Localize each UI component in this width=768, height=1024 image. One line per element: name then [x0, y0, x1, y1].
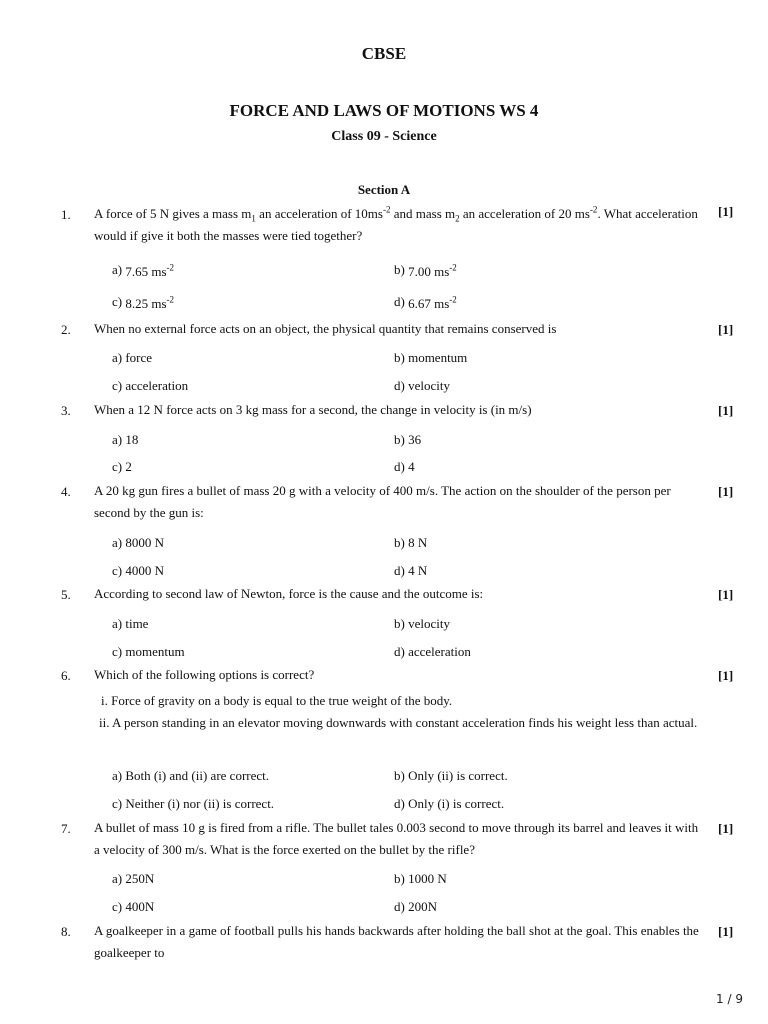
question-4-text: A 20 kg gun fires a bullet of mass 20 g with a velocity of 400 m/s. The action on the shoulder of the person per second by the gun is:: [94, 483, 671, 520]
question-5-option-c[interactable]: c) momentum: [112, 644, 185, 659]
question-2-text: When no external force acts on an object, the physical quantity that remains conserved is: [94, 321, 557, 336]
question-4-option-b[interactable]: b) 8 N: [394, 535, 428, 550]
question-6-marks: [1]: [718, 668, 734, 683]
question-5-option-b[interactable]: b) velocity: [394, 616, 450, 631]
question-5-marks: [1]: [718, 587, 734, 602]
question-2-number: 2.: [61, 322, 71, 337]
question-3-option-a[interactable]: a) 18: [112, 432, 139, 447]
question-7-option-b[interactable]: b) 1000 N: [394, 871, 447, 886]
question-5-number: 5.: [61, 587, 71, 602]
section-heading: Section A: [357, 182, 411, 197]
question-6-statement-2: ii. A person standing in an elevator moving downwards with constant acceleration finds his weight less than actual.: [99, 715, 698, 730]
question-6-option-b[interactable]: b) Only (ii) is correct.: [394, 768, 508, 783]
question-2-option-a[interactable]: a) force: [112, 350, 153, 365]
board-heading: CBSE: [361, 44, 407, 63]
question-5-text: According to second law of Newton, force is the cause and the outcome is:: [94, 586, 484, 601]
question-7-number: 7.: [61, 821, 71, 836]
question-7-text: A bullet of mass 10 g is fired from a rifle. The bullet tales 0.003 second to move through its barrel and leaves it with a velocity of 300 m/s. What is the force exerted on the bullet by the rifle?: [94, 820, 699, 857]
question-1-number: 1.: [61, 207, 71, 222]
question-4-marks: [1]: [718, 484, 734, 499]
question-2-option-c[interactable]: c) acceleration: [112, 378, 189, 393]
question-6-number: 6.: [61, 668, 71, 683]
question-1-option-b[interactable]: b) 7.00 $ms^{-2}$: [394, 262, 457, 279]
question-4-number: 4.: [61, 484, 71, 499]
question-6-statement-1: i. Force of gravity on a body is equal to the true weight of the body.: [101, 693, 453, 708]
question-2-marks: [1]: [718, 322, 734, 337]
question-3-text: When a 12 N force acts on 3 kg mass for a second, the change in velocity is (in m/s): [94, 402, 532, 417]
question-6-option-d[interactable]: d) Only (i) is correct.: [394, 796, 505, 811]
question-1-marks: [1]: [718, 204, 734, 219]
question-1-option-c[interactable]: c) 8.25 $ms^{-2}$: [112, 294, 175, 311]
question-1-text: A force of 5 N gives a mass $m_1$ an acceleration of $10ms^{-2}$ and mass $m_2$ an acceleration of 20 $ms^{-2}$. What acceleration would if give it both the masses were tied together?: [94, 204, 698, 243]
question-6-option-c[interactable]: c) Neither (i) nor (ii) is correct.: [112, 796, 275, 811]
question-6-text: Which of the following options is correct?: [94, 667, 315, 682]
question-3-number: 3.: [61, 403, 71, 418]
class-subtitle: Class 09 - Science: [331, 129, 437, 144]
question-8-number: 8.: [61, 924, 71, 939]
question-2-option-d[interactable]: d) velocity: [394, 378, 450, 393]
question-7-option-c[interactable]: c) 400N: [112, 899, 155, 914]
question-4-option-c[interactable]: c) 4000 N: [112, 563, 164, 578]
question-3-option-d[interactable]: d) 4: [394, 459, 415, 474]
question-4-option-a[interactable]: a) 8000 N: [112, 535, 164, 550]
question-8-marks: [1]: [718, 924, 734, 939]
question-3-option-c[interactable]: c) 2: [112, 459, 132, 474]
question-8-text: A goalkeeper in a game of football pulls his hands backwards after holding the ball shot at the goal. This enables the goalkeeper to: [94, 923, 699, 960]
question-7-option-a[interactable]: a) 250N: [112, 871, 155, 886]
question-1-option-d[interactable]: d) 6.67 $ms^{-2}$: [394, 294, 457, 311]
question-7-marks: [1]: [718, 821, 734, 836]
question-6-option-a[interactable]: a) Both (i) and (ii) are correct.: [112, 768, 270, 783]
question-5-option-d[interactable]: d) acceleration: [394, 644, 471, 659]
question-4-option-d[interactable]: d) 4 N: [394, 563, 428, 578]
question-7-option-d[interactable]: d) 200N: [394, 899, 437, 914]
question-3-option-b[interactable]: b) 36: [394, 432, 422, 447]
question-2-option-b[interactable]: b) momentum: [394, 350, 468, 365]
worksheet-title: FORCE AND LAWS OF MOTIONS WS 4: [229, 101, 539, 120]
question-5-option-a[interactable]: a) time: [112, 616, 149, 631]
question-1-option-a[interactable]: a) 7.65 $ms^{-2}$: [112, 262, 175, 279]
question-3-marks: [1]: [718, 403, 734, 418]
page-number: 1 / 9: [716, 992, 743, 1006]
